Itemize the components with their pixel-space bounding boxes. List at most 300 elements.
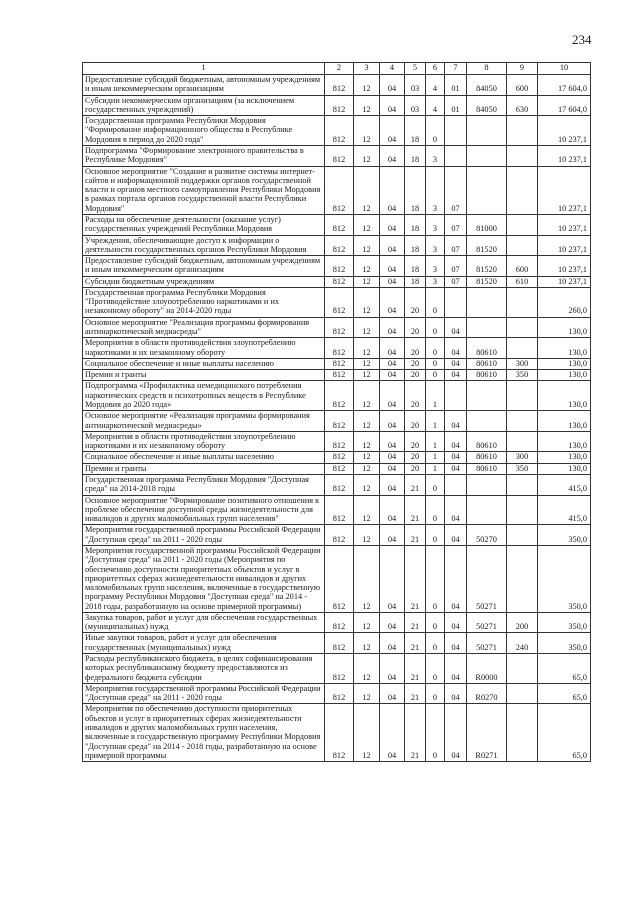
expense-type-code: 600 bbox=[507, 256, 538, 277]
subprogram-code: 1 bbox=[426, 463, 445, 474]
col-header: 7 bbox=[445, 63, 467, 75]
row-name: Государственная программа Республики Мордовия "Доступная среда" на 2014-2018 годы bbox=[83, 474, 325, 495]
subprogram-code: 4 bbox=[426, 95, 445, 116]
table-body bbox=[83, 75, 591, 762]
program-code: 18 bbox=[405, 166, 426, 214]
col-header: 10 bbox=[538, 63, 591, 75]
expense-type-code bbox=[507, 381, 538, 411]
col-header: 8 bbox=[467, 63, 507, 75]
expense-type-code: 350 bbox=[507, 463, 538, 474]
row-name: Мероприятия государственной программы Российской Федерации "Доступная среда" на 2011 - 2020 годы bbox=[83, 683, 325, 704]
table-row bbox=[83, 317, 591, 338]
subsection-code: 04 bbox=[380, 75, 405, 96]
subsection-code: 04 bbox=[380, 452, 405, 463]
subsection-code: 04 bbox=[380, 256, 405, 277]
section-code: 12 bbox=[354, 431, 380, 452]
expense-type-code bbox=[507, 495, 538, 525]
row-name: Субсидии бюджетным учреждениям bbox=[83, 276, 325, 287]
subprogram-code: 0 bbox=[426, 116, 445, 146]
expense-type-code bbox=[507, 704, 538, 762]
subprogram-code: 3 bbox=[426, 214, 445, 235]
section-code: 12 bbox=[354, 95, 380, 116]
expense-type-code bbox=[507, 235, 538, 256]
program-code: 20 bbox=[405, 452, 426, 463]
admin-code: 812 bbox=[325, 411, 354, 432]
col-header: 4 bbox=[380, 63, 405, 75]
direction-code bbox=[467, 145, 507, 166]
program-code: 21 bbox=[405, 545, 426, 612]
amount: 415,0 bbox=[538, 474, 591, 495]
event-code: 04 bbox=[445, 370, 467, 381]
subsection-code: 04 bbox=[380, 525, 405, 546]
section-code: 12 bbox=[354, 166, 380, 214]
row-name: Расходы республиканского бюджета, в целях софинансирования которых республиканскому бюджету предоставляются из федерального бюджета субсидии bbox=[83, 654, 325, 684]
table-row bbox=[83, 431, 591, 452]
admin-code: 812 bbox=[325, 116, 354, 146]
program-code: 03 bbox=[405, 75, 426, 96]
event-code: 07 bbox=[445, 256, 467, 277]
admin-code: 812 bbox=[325, 495, 354, 525]
table-row bbox=[83, 545, 591, 612]
subsection-code: 04 bbox=[380, 545, 405, 612]
program-code: 20 bbox=[405, 463, 426, 474]
section-code: 12 bbox=[354, 235, 380, 256]
table-row bbox=[83, 411, 591, 432]
event-code: 07 bbox=[445, 214, 467, 235]
subsection-code: 04 bbox=[380, 358, 405, 369]
expense-type-code: 240 bbox=[507, 633, 538, 654]
section-code: 12 bbox=[354, 411, 380, 432]
program-code: 18 bbox=[405, 256, 426, 277]
subsection-code: 04 bbox=[380, 411, 405, 432]
amount: 17 604,0 bbox=[538, 95, 591, 116]
event-code: 04 bbox=[445, 358, 467, 369]
amount: 10 237,1 bbox=[538, 214, 591, 235]
admin-code: 812 bbox=[325, 75, 354, 96]
direction-code bbox=[467, 287, 507, 317]
expense-type-code: 350 bbox=[507, 370, 538, 381]
table-row bbox=[83, 166, 591, 214]
table-row bbox=[83, 370, 591, 381]
subprogram-code: 0 bbox=[426, 545, 445, 612]
table-row bbox=[83, 525, 591, 546]
direction-code: 80610 bbox=[467, 463, 507, 474]
table-row bbox=[83, 683, 591, 704]
expense-type-code bbox=[507, 287, 538, 317]
direction-code: 81000 bbox=[467, 214, 507, 235]
admin-code: 812 bbox=[325, 256, 354, 277]
table-row bbox=[83, 474, 591, 495]
admin-code: 812 bbox=[325, 683, 354, 704]
direction-code: 80610 bbox=[467, 370, 507, 381]
subsection-code: 04 bbox=[380, 166, 405, 214]
row-name: Премии и гранты bbox=[83, 463, 325, 474]
event-code: 07 bbox=[445, 166, 467, 214]
program-code: 21 bbox=[405, 683, 426, 704]
amount: 10 237,1 bbox=[538, 116, 591, 146]
amount: 130,0 bbox=[538, 338, 591, 359]
col-header: 5 bbox=[405, 63, 426, 75]
subprogram-code: 0 bbox=[426, 612, 445, 633]
program-code: 18 bbox=[405, 235, 426, 256]
subsection-code: 04 bbox=[380, 612, 405, 633]
expense-type-code bbox=[507, 214, 538, 235]
event-code: 04 bbox=[445, 683, 467, 704]
event-code: 07 bbox=[445, 235, 467, 256]
subsection-code: 04 bbox=[380, 495, 405, 525]
expense-type-code: 610 bbox=[507, 276, 538, 287]
event-code: 04 bbox=[445, 545, 467, 612]
budget-table bbox=[82, 62, 591, 762]
subprogram-code: 3 bbox=[426, 276, 445, 287]
row-name: Мероприятия в области противодействия злоупотреблению наркотиками и их незаконному обороту bbox=[83, 431, 325, 452]
subprogram-code: 0 bbox=[426, 338, 445, 359]
admin-code: 812 bbox=[325, 235, 354, 256]
admin-code: 812 bbox=[325, 145, 354, 166]
expense-type-code bbox=[507, 166, 538, 214]
admin-code: 812 bbox=[325, 463, 354, 474]
row-name: Иные закупки товаров, работ и услуг для обеспечения государственных (муниципальных) нужд bbox=[83, 633, 325, 654]
amount: 130,0 bbox=[538, 317, 591, 338]
admin-code: 812 bbox=[325, 214, 354, 235]
section-code: 12 bbox=[354, 317, 380, 338]
direction-code: 80610 bbox=[467, 358, 507, 369]
section-code: 12 bbox=[354, 654, 380, 684]
col-header: 6 bbox=[426, 63, 445, 75]
section-code: 12 bbox=[354, 145, 380, 166]
admin-code: 812 bbox=[325, 370, 354, 381]
subprogram-code: 1 bbox=[426, 411, 445, 432]
program-code: 21 bbox=[405, 704, 426, 762]
table-row bbox=[83, 452, 591, 463]
table-row bbox=[83, 95, 591, 116]
table-row bbox=[83, 338, 591, 359]
direction-code: R0000 bbox=[467, 654, 507, 684]
program-code: 20 bbox=[405, 370, 426, 381]
event-code: 04 bbox=[445, 317, 467, 338]
section-code: 12 bbox=[354, 256, 380, 277]
subprogram-code: 0 bbox=[426, 525, 445, 546]
section-code: 12 bbox=[354, 116, 380, 146]
section-code: 12 bbox=[354, 495, 380, 525]
table-row bbox=[83, 214, 591, 235]
event-code: 07 bbox=[445, 276, 467, 287]
subsection-code: 04 bbox=[380, 145, 405, 166]
row-name: Предоставление субсидий бюджетным, автономным учреждениям и иным некоммерческим организациям bbox=[83, 256, 325, 277]
table-row bbox=[83, 75, 591, 96]
expense-type-code bbox=[507, 145, 538, 166]
amount: 65,0 bbox=[538, 654, 591, 684]
amount: 350,0 bbox=[538, 545, 591, 612]
expense-type-code bbox=[507, 317, 538, 338]
row-name: Подпрограмма "Формирование электронного правительства в Республике Мордовия" bbox=[83, 145, 325, 166]
admin-code: 812 bbox=[325, 358, 354, 369]
table-row bbox=[83, 358, 591, 369]
event-code: 04 bbox=[445, 704, 467, 762]
admin-code: 812 bbox=[325, 704, 354, 762]
section-code: 12 bbox=[354, 545, 380, 612]
subprogram-code: 4 bbox=[426, 75, 445, 96]
row-name: Мероприятия по обеспечению доступности приоритетных объектов и услуг в приоритетных сферах жизнедеятельности инвалидов и других маломобильных групп населения, включенные в государственную программу Республики Мордовия "Доступная среда" на 2014 - 2018 годы, разработанную на основе примерной программы bbox=[83, 704, 325, 762]
direction-code: R0271 bbox=[467, 704, 507, 762]
admin-code: 812 bbox=[325, 166, 354, 214]
table-row bbox=[83, 495, 591, 525]
section-code: 12 bbox=[354, 214, 380, 235]
subprogram-code: 3 bbox=[426, 256, 445, 277]
program-code: 03 bbox=[405, 95, 426, 116]
section-code: 12 bbox=[354, 704, 380, 762]
section-code: 12 bbox=[354, 452, 380, 463]
direction-code: 50271 bbox=[467, 545, 507, 612]
amount: 350,0 bbox=[538, 525, 591, 546]
expense-type-code bbox=[507, 116, 538, 146]
col-header: 3 bbox=[354, 63, 380, 75]
section-code: 12 bbox=[354, 381, 380, 411]
amount: 415,0 bbox=[538, 495, 591, 525]
admin-code: 812 bbox=[325, 545, 354, 612]
admin-code: 812 bbox=[325, 525, 354, 546]
subprogram-code: 3 bbox=[426, 166, 445, 214]
subprogram-code: 3 bbox=[426, 145, 445, 166]
direction-code: 81520 bbox=[467, 235, 507, 256]
row-name: Мероприятия государственной программы Российской Федерации "Доступная среда" на 2011 - 2020 годы (Мероприятия по обеспечению доступности приоритетных объектов и услуг в приоритетных сферах жизнедеятельности инвалидов и других маломобильных групп населения, включенные в государственную программу Республики Мордовия "Доступная среда" на 2014 - 2018 годы, разработанную на основе примерной программы) bbox=[83, 545, 325, 612]
page-number: 234 bbox=[572, 32, 592, 47]
direction-code bbox=[467, 116, 507, 146]
admin-code: 812 bbox=[325, 287, 354, 317]
direction-code bbox=[467, 381, 507, 411]
event-code: 04 bbox=[445, 411, 467, 432]
program-code: 20 bbox=[405, 381, 426, 411]
subprogram-code: 0 bbox=[426, 633, 445, 654]
direction-code: 81520 bbox=[467, 276, 507, 287]
col-header: 2 bbox=[325, 63, 354, 75]
table-row bbox=[83, 256, 591, 277]
row-name: Субсидии некоммерческим организациям (за исключением государственных учреждений) bbox=[83, 95, 325, 116]
subsection-code: 04 bbox=[380, 235, 405, 256]
section-code: 12 bbox=[354, 463, 380, 474]
subsection-code: 04 bbox=[380, 463, 405, 474]
program-code: 21 bbox=[405, 633, 426, 654]
section-code: 12 bbox=[354, 338, 380, 359]
section-code: 12 bbox=[354, 287, 380, 317]
program-code: 21 bbox=[405, 525, 426, 546]
section-code: 12 bbox=[354, 358, 380, 369]
expense-type-code bbox=[507, 545, 538, 612]
amount: 130,0 bbox=[538, 463, 591, 474]
row-name: Основное мероприятие "Реализация программы формирования антинаркотической медиасреды" bbox=[83, 317, 325, 338]
amount: 130,0 bbox=[538, 452, 591, 463]
event-code: 01 bbox=[445, 75, 467, 96]
subsection-code: 04 bbox=[380, 381, 405, 411]
subprogram-code: 3 bbox=[426, 235, 445, 256]
table-row bbox=[83, 633, 591, 654]
row-name: Основное мероприятие "Формирование позитивного отношения к проблеме обеспечения доступной среды жизнедеятельности для инвалидов и других маломобильных групп населения" bbox=[83, 495, 325, 525]
subsection-code: 04 bbox=[380, 317, 405, 338]
direction-code: 84050 bbox=[467, 75, 507, 96]
subsection-code: 04 bbox=[380, 338, 405, 359]
amount: 130,0 bbox=[538, 411, 591, 432]
col-header: 9 bbox=[507, 63, 538, 75]
admin-code: 812 bbox=[325, 338, 354, 359]
direction-code bbox=[467, 411, 507, 432]
direction-code: 50270 bbox=[467, 525, 507, 546]
amount: 260,0 bbox=[538, 287, 591, 317]
subsection-code: 04 bbox=[380, 474, 405, 495]
event-code: 04 bbox=[445, 525, 467, 546]
direction-code: 80610 bbox=[467, 338, 507, 359]
program-code: 20 bbox=[405, 431, 426, 452]
subprogram-code: 1 bbox=[426, 431, 445, 452]
program-code: 20 bbox=[405, 287, 426, 317]
table-row bbox=[83, 704, 591, 762]
event-code bbox=[445, 145, 467, 166]
header-row bbox=[83, 63, 591, 75]
expense-type-code: 630 bbox=[507, 95, 538, 116]
direction-code bbox=[467, 474, 507, 495]
expense-type-code bbox=[507, 411, 538, 432]
admin-code: 812 bbox=[325, 452, 354, 463]
amount: 350,0 bbox=[538, 633, 591, 654]
event-code: 04 bbox=[445, 452, 467, 463]
subsection-code: 04 bbox=[380, 431, 405, 452]
direction-code: 81520 bbox=[467, 256, 507, 277]
event-code: 04 bbox=[445, 431, 467, 452]
subsection-code: 04 bbox=[380, 95, 405, 116]
admin-code: 812 bbox=[325, 474, 354, 495]
admin-code: 812 bbox=[325, 381, 354, 411]
event-code bbox=[445, 116, 467, 146]
program-code: 20 bbox=[405, 411, 426, 432]
table-row bbox=[83, 116, 591, 146]
subprogram-code: 0 bbox=[426, 287, 445, 317]
amount: 130,0 bbox=[538, 381, 591, 411]
row-name: Премии и гранты bbox=[83, 370, 325, 381]
direction-code: 80610 bbox=[467, 431, 507, 452]
event-code: 01 bbox=[445, 95, 467, 116]
row-name: Социальное обеспечение и иные выплаты населению bbox=[83, 358, 325, 369]
expense-type-code bbox=[507, 683, 538, 704]
amount: 130,0 bbox=[538, 370, 591, 381]
subsection-code: 04 bbox=[380, 370, 405, 381]
event-code: 04 bbox=[445, 495, 467, 525]
expense-type-code bbox=[507, 431, 538, 452]
subsection-code: 04 bbox=[380, 633, 405, 654]
event-code: 04 bbox=[445, 612, 467, 633]
event-code: 04 bbox=[445, 338, 467, 359]
admin-code: 812 bbox=[325, 612, 354, 633]
table-row bbox=[83, 381, 591, 411]
expense-type-code: 200 bbox=[507, 612, 538, 633]
expense-type-code bbox=[507, 474, 538, 495]
section-code: 12 bbox=[354, 633, 380, 654]
row-name: Мероприятия в области противодействия злоупотреблению наркотиками и их незаконному обороту bbox=[83, 338, 325, 359]
subprogram-code: 0 bbox=[426, 370, 445, 381]
amount: 10 237,1 bbox=[538, 166, 591, 214]
program-code: 18 bbox=[405, 276, 426, 287]
table-row bbox=[83, 276, 591, 287]
subsection-code: 04 bbox=[380, 683, 405, 704]
event-code bbox=[445, 287, 467, 317]
section-code: 12 bbox=[354, 276, 380, 287]
direction-code: 50271 bbox=[467, 633, 507, 654]
table-row bbox=[83, 145, 591, 166]
subsection-code: 04 bbox=[380, 704, 405, 762]
subprogram-code: 1 bbox=[426, 381, 445, 411]
row-name: Закупка товаров, работ и услуг для обеспечения государственных (муниципальных) нужд bbox=[83, 612, 325, 633]
section-code: 12 bbox=[354, 75, 380, 96]
subsection-code: 04 bbox=[380, 214, 405, 235]
event-code: 04 bbox=[445, 463, 467, 474]
subsection-code: 04 bbox=[380, 116, 405, 146]
program-code: 20 bbox=[405, 317, 426, 338]
program-code: 21 bbox=[405, 474, 426, 495]
amount: 65,0 bbox=[538, 683, 591, 704]
amount: 10 237,1 bbox=[538, 145, 591, 166]
col-header: 1 bbox=[83, 63, 325, 75]
table-row bbox=[83, 287, 591, 317]
amount: 350,0 bbox=[538, 612, 591, 633]
expense-type-code bbox=[507, 525, 538, 546]
program-code: 18 bbox=[405, 145, 426, 166]
amount: 10 237,1 bbox=[538, 235, 591, 256]
subprogram-code: 0 bbox=[426, 474, 445, 495]
row-name: Государственная программа Республики Мордовия "Противодействие злоупотреблению наркотиками и их незаконному обороту" на 2014-2020 годы bbox=[83, 287, 325, 317]
direction-code: 50271 bbox=[467, 612, 507, 633]
subsection-code: 04 bbox=[380, 276, 405, 287]
row-name: Основное мероприятие «Реализация программы формирования антинаркотической медиасреды» bbox=[83, 411, 325, 432]
event-code bbox=[445, 474, 467, 495]
direction-code: R0270 bbox=[467, 683, 507, 704]
row-name: Основное мероприятие "Создание и развитие системы интернет-сайтов и информационной поддержки органов государственной власти и органов местного самоуправления Республики Мордовия в рамках портала органов государственной власти Республики Мордовия" bbox=[83, 166, 325, 214]
program-code: 20 bbox=[405, 358, 426, 369]
section-code: 12 bbox=[354, 474, 380, 495]
subprogram-code: 1 bbox=[426, 452, 445, 463]
direction-code bbox=[467, 166, 507, 214]
direction-code: 80610 bbox=[467, 452, 507, 463]
row-name: Подпрограмма «Профилактика немедицинского потребления наркотических средств и психотропных веществ в Республике Мордовия до 2020 года» bbox=[83, 381, 325, 411]
expense-type-code: 300 bbox=[507, 452, 538, 463]
program-code: 20 bbox=[405, 338, 426, 359]
admin-code: 812 bbox=[325, 317, 354, 338]
subprogram-code: 0 bbox=[426, 358, 445, 369]
expense-type-code bbox=[507, 338, 538, 359]
table-row bbox=[83, 654, 591, 684]
program-code: 21 bbox=[405, 495, 426, 525]
event-code bbox=[445, 381, 467, 411]
subsection-code: 04 bbox=[380, 287, 405, 317]
program-code: 18 bbox=[405, 214, 426, 235]
amount: 130,0 bbox=[538, 358, 591, 369]
expense-type-code bbox=[507, 654, 538, 684]
subprogram-code: 0 bbox=[426, 654, 445, 684]
subprogram-code: 0 bbox=[426, 704, 445, 762]
section-code: 12 bbox=[354, 525, 380, 546]
program-code: 21 bbox=[405, 612, 426, 633]
section-code: 12 bbox=[354, 612, 380, 633]
amount: 10 237,1 bbox=[538, 256, 591, 277]
section-code: 12 bbox=[354, 370, 380, 381]
admin-code: 812 bbox=[325, 276, 354, 287]
table-row bbox=[83, 235, 591, 256]
table-row bbox=[83, 612, 591, 633]
event-code: 04 bbox=[445, 633, 467, 654]
program-code: 18 bbox=[405, 116, 426, 146]
row-name: Предоставление субсидий бюджетным, автономным учреждениям и иным некоммерческим организациям bbox=[83, 75, 325, 96]
amount: 10 237,1 bbox=[538, 276, 591, 287]
row-name: Мероприятия государственной программы Российской Федерации "Доступная среда" на 2011 - 2020 годы bbox=[83, 525, 325, 546]
table-row bbox=[83, 463, 591, 474]
row-name: Социальное обеспечение и иные выплаты населению bbox=[83, 452, 325, 463]
